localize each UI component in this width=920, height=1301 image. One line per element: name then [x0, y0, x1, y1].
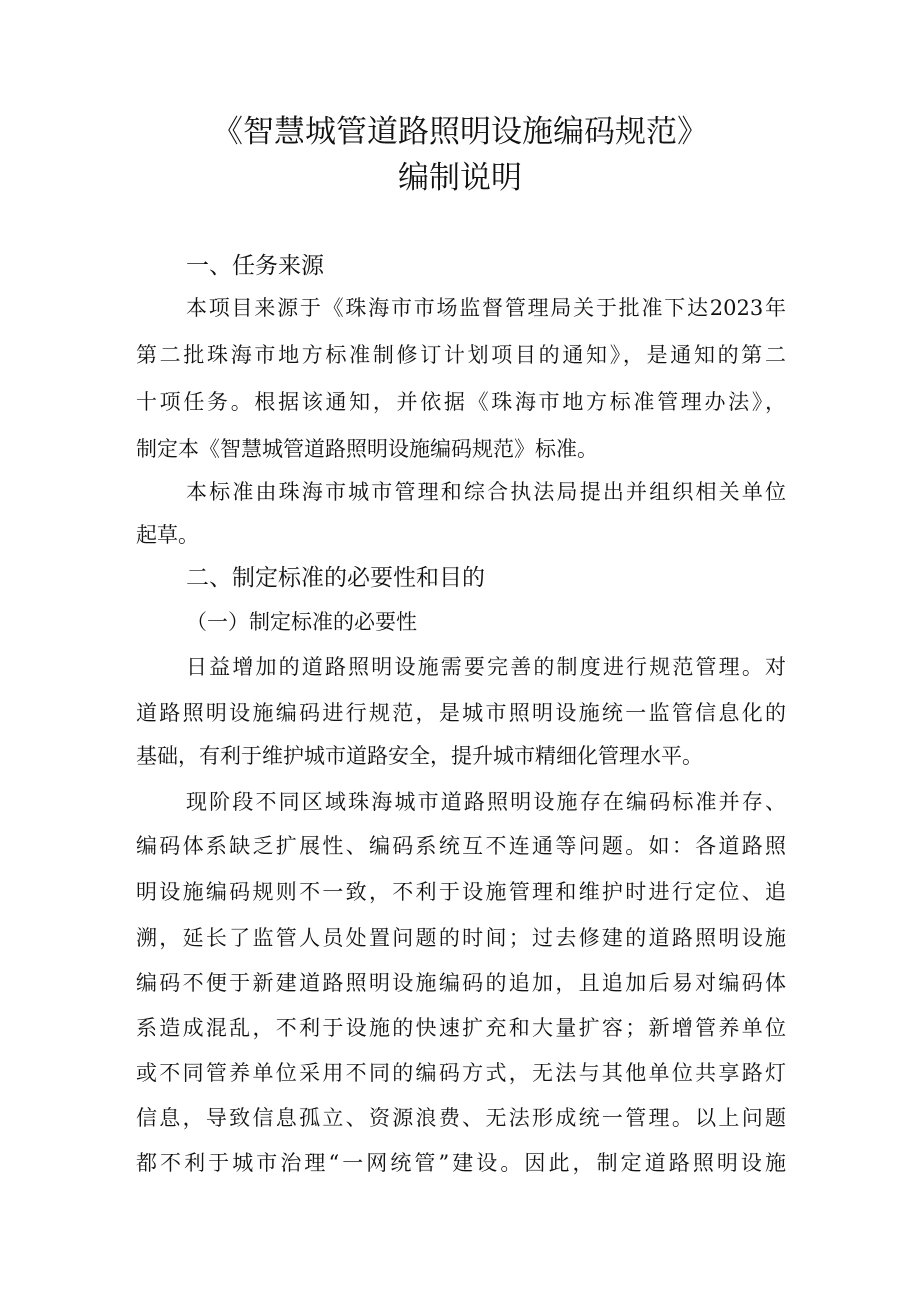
paragraph-line: 编码不便于新建道路照明设施编码的追加，且追加后易对编码体 [136, 971, 786, 995]
paragraph-line: 本标准由珠海市城市管理和综合执法局提出并组织相关单位 [186, 480, 786, 504]
document-title: 《智慧城管道路照明设施编码规范》 [212, 114, 708, 150]
paragraph-line: 现阶段不同区域珠海城市道路照明设施存在编码标准并存、 [186, 790, 786, 814]
paragraph-line: 溯，延长了监管人员处置问题的时间；过去修建的道路照明设施 [136, 926, 786, 950]
paragraph-line: 十项任务。根据该通知，并依据《珠海市地方标准管理办法》， [136, 390, 786, 414]
paragraph-line: 基础，有利于维护城市道路安全，提升城市精细化管理水平。 [136, 744, 703, 768]
paragraph-line: 道路照明设施编码进行规范，是城市照明设施统一监管信息化的 [136, 701, 786, 725]
paragraph-line: 制定本《智慧城管道路照明设施编码规范》标准。 [136, 437, 598, 461]
paragraph-line: 系造成混乱，不利于设施的快速扩充和大量扩容；新增管养单位 [136, 1016, 786, 1040]
paragraph-line: 信息，导致信息孤立、资源浪费、无法形成统一管理。以上问题 [136, 1106, 786, 1130]
paragraph-line: 日益增加的道路照明设施需要完善的制度进行规范管理。对 [186, 655, 786, 679]
paragraph-line: 起草。 [136, 523, 199, 547]
paragraph-line: 本项目来源于《珠海市市场监督管理局关于批准下达2023年 [186, 296, 786, 320]
paragraph-line: 明设施编码规则不一致，不利于设施管理和维护时进行定位、追 [136, 880, 786, 904]
document-subtitle: 编制说明 [398, 160, 522, 196]
section-heading-task-source: 一、任务来源 [186, 253, 324, 279]
section-heading-necessity: 二、制定标准的必要性和目的 [186, 565, 485, 591]
paragraph-line: 或不同管养单位采用不同的编码方式，无法与其他单位共享路灯 [136, 1061, 786, 1085]
paragraph-line: 都不利于城市治理“一网统管”建设。因此，制定道路照明设施 [136, 1151, 786, 1175]
paragraph-line: 编码体系缺乏扩展性、编码系统互不连通等问题。如：各道路照 [136, 834, 786, 858]
subsection-heading-necessity: （一）制定标准的必要性 [186, 610, 417, 634]
paragraph-line: 第二批珠海市地方标准制修订计划项目的通知》，是通知的第二 [136, 343, 786, 367]
